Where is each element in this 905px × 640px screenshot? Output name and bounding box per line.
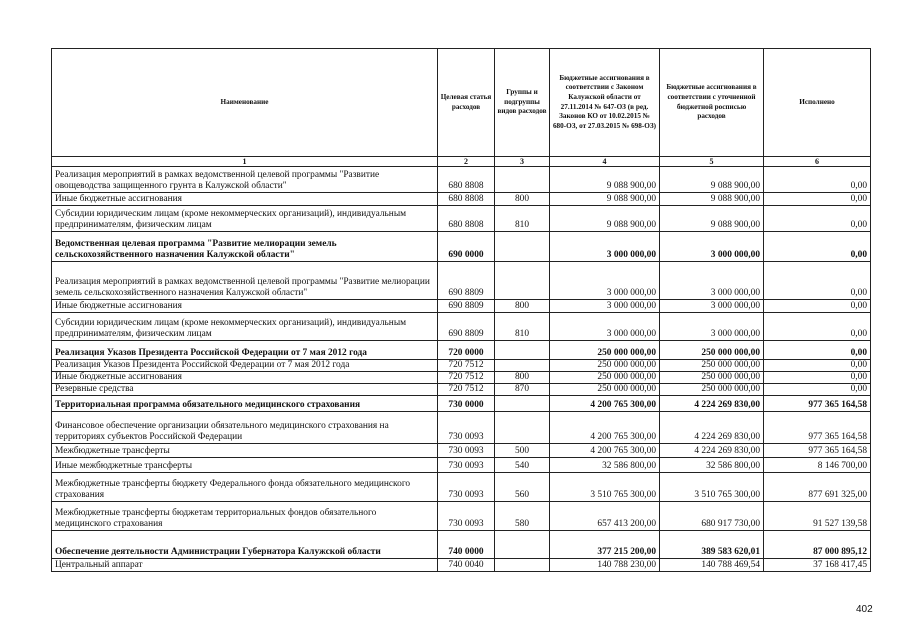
row-executed: 37 168 417,45: [764, 559, 871, 572]
row-refined: 3 000 000,00: [660, 232, 764, 262]
row-refined: 4 224 269 830,00: [660, 396, 764, 412]
row-target: 730 0000: [438, 396, 495, 412]
row-target: 730 0093: [438, 473, 495, 502]
row-target: 740 0000: [438, 531, 495, 559]
row-name: Иные бюджетные ассигнования: [52, 372, 438, 384]
row-name: Реализация мероприятий в рамках ведомственной целевой программы "Развитие мелиорации земель сельскохозяйственного назначения Калужской области": [52, 262, 438, 300]
row-refined: 3 510 765 300,00: [660, 473, 764, 502]
table-row: [52, 262, 871, 300]
row-name: Реализация мероприятий в рамках ведомственной целевой программы "Развитие овощеводства защищенного грунта в Калужской области": [52, 167, 438, 193]
table-row: [52, 531, 871, 559]
row-executed: 977 365 164,58: [764, 396, 871, 412]
row-law: 3 000 000,00: [550, 232, 660, 262]
row-refined: 3 000 000,00: [660, 313, 764, 341]
row-refined: 4 224 269 830,00: [660, 444, 764, 458]
row-refined: 9 088 900,00: [660, 193, 764, 206]
row-law: 9 088 900,00: [550, 193, 660, 206]
header-target: Целевая статья расходов: [438, 49, 495, 157]
row-law: 250 000 000,00: [550, 341, 660, 360]
table-row: [52, 502, 871, 531]
row-name: Субсидии юридическим лицам (кроме некоммерческих организаций), индивидуальным предпринимателям, физическим лицам: [52, 313, 438, 341]
row-executed: 91 527 139,58: [764, 502, 871, 531]
row-refined: 250 000 000,00: [660, 341, 764, 360]
row-group: [495, 341, 550, 360]
row-name: Ведомственная целевая программа "Развитие мелиорации земель сельскохозяйственного назначения Калужской области": [52, 232, 438, 262]
table-row: [52, 232, 871, 262]
row-name: Иные бюджетные ассигнования: [52, 193, 438, 206]
row-executed: 877 691 325,00: [764, 473, 871, 502]
row-name: Территориальная программа обязательного медицинского страхования: [52, 396, 438, 412]
row-name: Иные межбюджетные трансферты: [52, 458, 438, 473]
row-target: 740 0040: [438, 559, 495, 572]
column-number: 4: [550, 157, 660, 167]
table-row: [52, 444, 871, 458]
row-target: 720 7512: [438, 372, 495, 384]
row-target: 720 7512: [438, 384, 495, 396]
row-executed: 8 146 700,00: [764, 458, 871, 473]
row-group: 560: [495, 473, 550, 502]
header-name: Наименование: [52, 49, 438, 157]
row-target: 720 0000: [438, 341, 495, 360]
page-number: 402: [856, 604, 873, 615]
row-law: 9 088 900,00: [550, 206, 660, 232]
table-row: [52, 360, 871, 372]
column-number: 5: [660, 157, 764, 167]
row-group: [495, 531, 550, 559]
row-name: Центральный аппарат: [52, 559, 438, 572]
row-group: 810: [495, 313, 550, 341]
row-target: 730 0093: [438, 444, 495, 458]
row-executed: 0,00: [764, 341, 871, 360]
header-refined: Бюджетные ассигнования в соответствии с уточненной бюджетной росписью расходов: [660, 49, 764, 157]
row-target: 690 8809: [438, 300, 495, 313]
column-number: 2: [438, 157, 495, 167]
header-law: Бюджетные ассигнования в соответствии с Законом Калужской области от 27.11.2014 № 647-ОЗ (в ред. Законов КО от 10.02.2015 № 680-ОЗ, от 27.03.2015 № 698-ОЗ): [550, 49, 660, 157]
header-executed: Исполнено: [764, 49, 871, 157]
row-law: 32 586 800,00: [550, 458, 660, 473]
row-law: 3 510 765 300,00: [550, 473, 660, 502]
table-row: [52, 559, 871, 572]
row-group: 800: [495, 300, 550, 313]
row-target: 730 0093: [438, 412, 495, 444]
column-number: 6: [764, 157, 871, 167]
row-refined: 3 000 000,00: [660, 300, 764, 313]
row-executed: 0,00: [764, 206, 871, 232]
row-group: [495, 559, 550, 572]
row-target: 730 0093: [438, 458, 495, 473]
table-row: [52, 458, 871, 473]
row-law: 4 200 765 300,00: [550, 444, 660, 458]
row-refined: 140 788 469,54: [660, 559, 764, 572]
row-name: Межбюджетные трансферты бюджетам территориальных фондов обязательного медицинского страхования: [52, 502, 438, 531]
row-group: 800: [495, 193, 550, 206]
column-number: 1: [52, 157, 438, 167]
table-row: [52, 193, 871, 206]
column-number: 3: [495, 157, 550, 167]
row-target: 730 0093: [438, 502, 495, 531]
row-group: 800: [495, 372, 550, 384]
row-executed: 977 365 164,58: [764, 444, 871, 458]
row-name: Субсидии юридическим лицам (кроме некоммерческих организаций), индивидуальным предпринимателям, физическим лицам: [52, 206, 438, 232]
row-group: 870: [495, 384, 550, 396]
row-refined: 32 586 800,00: [660, 458, 764, 473]
row-executed: 0,00: [764, 262, 871, 300]
row-target: 690 0000: [438, 232, 495, 262]
row-law: 250 000 000,00: [550, 372, 660, 384]
row-group: 810: [495, 206, 550, 232]
row-refined: 3 000 000,00: [660, 262, 764, 300]
row-group: [495, 396, 550, 412]
table-row: [52, 167, 871, 193]
row-law: 250 000 000,00: [550, 360, 660, 372]
table-row: [52, 313, 871, 341]
row-law: 140 788 230,00: [550, 559, 660, 572]
row-group: [495, 262, 550, 300]
table-row: [52, 396, 871, 412]
row-target: 680 8808: [438, 167, 495, 193]
row-executed: 0,00: [764, 193, 871, 206]
row-law: 3 000 000,00: [550, 313, 660, 341]
row-group: 500: [495, 444, 550, 458]
row-refined: 389 583 620,01: [660, 531, 764, 559]
row-name: Межбюджетные трансферты бюджету Федерального фонда обязательного медицинского страхования: [52, 473, 438, 502]
row-name: Межбюджетные трансферты: [52, 444, 438, 458]
row-law: 3 000 000,00: [550, 262, 660, 300]
row-law: 657 413 200,00: [550, 502, 660, 531]
row-name: Финансовое обеспечение организации обязательного медицинского страхования на территориях субъектов Российской Федерации: [52, 412, 438, 444]
row-law: 377 215 200,00: [550, 531, 660, 559]
row-name: Резервные средства: [52, 384, 438, 396]
row-group: [495, 360, 550, 372]
row-executed: 0,00: [764, 232, 871, 262]
row-target: 680 8808: [438, 193, 495, 206]
row-law: 4 200 765 300,00: [550, 412, 660, 444]
row-group: [495, 412, 550, 444]
row-law: 3 000 000,00: [550, 300, 660, 313]
row-refined: 250 000 000,00: [660, 372, 764, 384]
header-row: [52, 49, 871, 157]
row-refined: 9 088 900,00: [660, 206, 764, 232]
table-row: [52, 300, 871, 313]
budget-table: [51, 48, 871, 572]
row-group: [495, 232, 550, 262]
column-number-row: [52, 157, 871, 167]
row-group: [495, 167, 550, 193]
table-row: [52, 412, 871, 444]
row-executed: 0,00: [764, 360, 871, 372]
row-executed: 977 365 164,58: [764, 412, 871, 444]
table-row: [52, 473, 871, 502]
table-row: [52, 384, 871, 396]
row-name: Реализация Указов Президента Российской Федерации от 7 мая 2012 года: [52, 341, 438, 360]
row-group: 540: [495, 458, 550, 473]
row-executed: 0,00: [764, 313, 871, 341]
table-row: [52, 341, 871, 360]
row-target: 690 8809: [438, 262, 495, 300]
row-refined: 250 000 000,00: [660, 360, 764, 372]
row-executed: 0,00: [764, 167, 871, 193]
row-target: 680 8808: [438, 206, 495, 232]
row-executed: 87 000 895,12: [764, 531, 871, 559]
row-target: 690 8809: [438, 313, 495, 341]
table-row: [52, 206, 871, 232]
row-refined: 9 088 900,00: [660, 167, 764, 193]
row-refined: 4 224 269 830,00: [660, 412, 764, 444]
row-group: 580: [495, 502, 550, 531]
row-executed: 0,00: [764, 300, 871, 313]
row-refined: 250 000 000,00: [660, 384, 764, 396]
row-executed: 0,00: [764, 372, 871, 384]
table-row: [52, 372, 871, 384]
row-law: 250 000 000,00: [550, 384, 660, 396]
row-law: 9 088 900,00: [550, 167, 660, 193]
row-law: 4 200 765 300,00: [550, 396, 660, 412]
row-target: 720 7512: [438, 360, 495, 372]
row-name: Обеспечение деятельности Администрации Губернатора Калужской области: [52, 531, 438, 559]
row-name: Иные бюджетные ассигнования: [52, 300, 438, 313]
row-name: Реализация Указов Президента Российской Федерации от 7 мая 2012 года: [52, 360, 438, 372]
header-groups: Группы и подгруппы видов расходов: [495, 49, 550, 157]
row-refined: 680 917 730,00: [660, 502, 764, 531]
row-executed: 0,00: [764, 384, 871, 396]
